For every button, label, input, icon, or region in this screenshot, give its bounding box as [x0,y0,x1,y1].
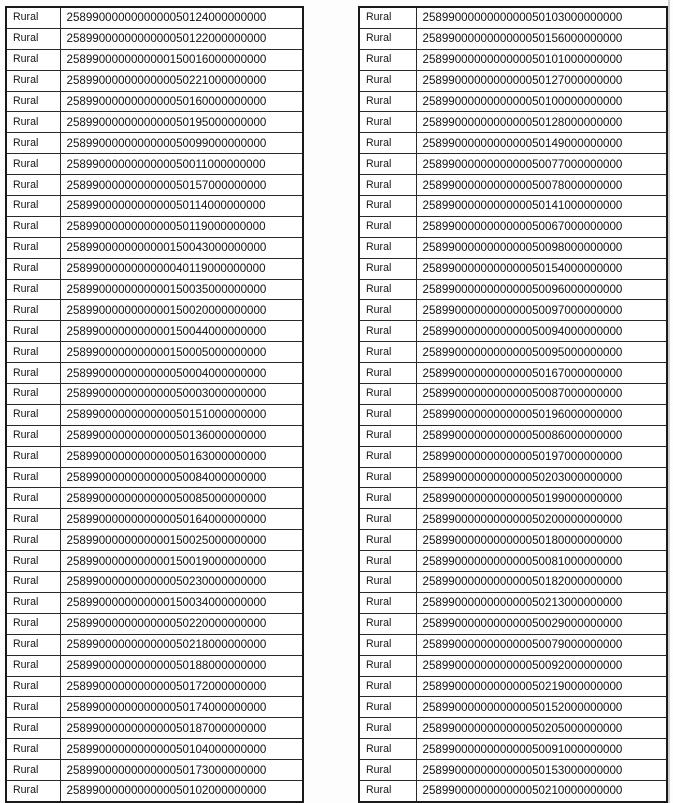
location-code-cell: 2589900000000000050100000000000 [416,91,667,112]
area-type-cell: Rural [359,133,416,154]
table-row [359,342,667,363]
table-row [6,300,303,321]
location-code-cell: 2589900000000000050141000000000 [416,196,667,217]
area-type-cell: Rural [359,404,416,425]
table-row [359,467,667,488]
location-code-cell: 2589900000000000150035000000000 [60,279,303,300]
location-code-cell: 2589900000000000050092000000000 [416,655,667,676]
table-row [359,404,667,425]
location-code-cell: 2589900000000000050210000000000 [416,780,667,801]
area-type-cell: Rural [6,237,60,258]
table-row [6,446,303,467]
location-code-cell: 2589900000000000050114000000000 [60,196,303,217]
area-type-cell: Rural [6,739,60,760]
right-table-body [359,7,667,802]
area-type-cell: Rural [6,7,60,28]
area-type-cell: Rural [6,551,60,572]
area-type-cell: Rural [359,70,416,91]
area-type-cell: Rural [359,196,416,217]
location-code-cell: 2589900000000000050167000000000 [416,363,667,384]
location-code-cell: 2589900000000000050128000000000 [416,112,667,133]
table-row [6,760,303,781]
table-row [6,112,303,133]
area-type-cell: Rural [6,91,60,112]
table-row [359,258,667,279]
area-type-cell: Rural [359,216,416,237]
location-code-cell: 2589900000000000050230000000000 [60,572,303,593]
area-type-cell: Rural [6,342,60,363]
area-type-cell: Rural [359,342,416,363]
table-row [6,216,303,237]
right-code-table [358,6,668,803]
location-code-cell: 2589900000000000050200000000000 [416,509,667,530]
table-row [359,133,667,154]
location-code-cell: 2589900000000000050101000000000 [416,49,667,70]
location-code-cell: 2589900000000000150016000000000 [60,49,303,70]
location-code-cell: 2589900000000000050157000000000 [60,175,303,196]
area-type-cell: Rural [6,321,60,342]
table-row [6,196,303,217]
area-type-cell: Rural [6,572,60,593]
location-code-cell: 2589900000000000050136000000000 [60,425,303,446]
table-row [359,697,667,718]
location-code-cell: 2589900000000000050151000000000 [60,404,303,425]
location-code-cell: 2589900000000000150044000000000 [60,321,303,342]
location-code-cell: 2589900000000000050097000000000 [416,300,667,321]
location-code-cell: 2589900000000000050199000000000 [416,488,667,509]
table-row [359,780,667,801]
table-row [6,780,303,801]
area-type-cell: Rural [359,154,416,175]
location-code-cell: 2589900000000000050149000000000 [416,133,667,154]
area-type-cell: Rural [359,175,416,196]
area-type-cell: Rural [359,7,416,28]
table-row [359,592,667,613]
table-row [6,676,303,697]
area-type-cell: Rural [6,28,60,49]
table-row [6,279,303,300]
location-code-cell: 2589900000000000050197000000000 [416,446,667,467]
area-type-cell: Rural [359,551,416,572]
location-code-cell: 2589900000000000150034000000000 [60,592,303,613]
area-type-cell: Rural [359,718,416,739]
area-type-cell: Rural [6,425,60,446]
table-row [6,384,303,405]
area-type-cell: Rural [359,697,416,718]
area-type-cell: Rural [6,488,60,509]
area-type-cell: Rural [359,780,416,801]
location-code-cell: 2589900000000000050077000000000 [416,154,667,175]
table-row [359,321,667,342]
area-type-cell: Rural [359,279,416,300]
area-type-cell: Rural [6,446,60,467]
table-row [6,7,303,28]
area-type-cell: Rural [6,613,60,634]
area-type-cell: Rural [6,404,60,425]
table-row [359,551,667,572]
area-type-cell: Rural [359,509,416,530]
table-row [6,655,303,676]
table-row [359,7,667,28]
area-type-cell: Rural [6,258,60,279]
location-code-cell: 2589900000000000050099000000000 [60,133,303,154]
location-code-cell: 2589900000000000050163000000000 [60,446,303,467]
location-code-cell: 2589900000000000050122000000000 [60,28,303,49]
table-row [359,384,667,405]
location-code-cell: 2589900000000000050079000000000 [416,634,667,655]
table-row [6,551,303,572]
table-row [359,300,667,321]
table-row [6,175,303,196]
area-type-cell: Rural [6,196,60,217]
area-type-cell: Rural [6,70,60,91]
table-row [6,592,303,613]
table-row [359,634,667,655]
location-code-cell: 2589900000000000050213000000000 [416,592,667,613]
location-code-cell: 2589900000000000050221000000000 [60,70,303,91]
location-code-cell: 2589900000000000050003000000000 [60,384,303,405]
location-code-cell: 2589900000000000050091000000000 [416,739,667,760]
area-type-cell: Rural [359,321,416,342]
location-code-cell: 2589900000000000040119000000000 [60,258,303,279]
table-row [6,321,303,342]
table-row [6,572,303,593]
location-code-cell: 2589900000000000150019000000000 [60,551,303,572]
table-row [359,676,667,697]
area-type-cell: Rural [359,49,416,70]
location-code-cell: 2589900000000000050220000000000 [60,613,303,634]
area-type-cell: Rural [6,780,60,801]
area-type-cell: Rural [6,634,60,655]
page-edge-line [668,0,670,803]
table-row [6,28,303,49]
location-code-cell: 2589900000000000050095000000000 [416,342,667,363]
area-type-cell: Rural [359,592,416,613]
table-row [6,425,303,446]
location-code-cell: 2589900000000000050154000000000 [416,258,667,279]
location-code-cell: 2589900000000000050078000000000 [416,175,667,196]
area-type-cell: Rural [359,613,416,634]
area-type-cell: Rural [6,175,60,196]
table-row [6,70,303,91]
area-type-cell: Rural [6,467,60,488]
location-code-cell: 2589900000000000050173000000000 [60,760,303,781]
area-type-cell: Rural [359,384,416,405]
location-code-cell: 2589900000000000050004000000000 [60,363,303,384]
table-row [6,342,303,363]
location-code-cell: 2589900000000000050153000000000 [416,760,667,781]
location-code-cell: 2589900000000000150043000000000 [60,237,303,258]
area-type-cell: Rural [6,676,60,697]
location-code-cell: 2589900000000000050152000000000 [416,697,667,718]
table-row [359,112,667,133]
area-type-cell: Rural [6,216,60,237]
table-row [6,363,303,384]
location-code-cell: 2589900000000000050098000000000 [416,237,667,258]
location-code-cell: 2589900000000000150025000000000 [60,530,303,551]
table-row [359,196,667,217]
location-code-cell: 2589900000000000050127000000000 [416,70,667,91]
table-row [6,154,303,175]
area-type-cell: Rural [6,655,60,676]
area-type-cell: Rural [6,697,60,718]
table-row [359,572,667,593]
location-code-cell: 2589900000000000050085000000000 [60,488,303,509]
area-type-cell: Rural [6,530,60,551]
table-row [359,279,667,300]
area-type-cell: Rural [6,300,60,321]
table-row [6,530,303,551]
location-code-cell: 2589900000000000050124000000000 [60,7,303,28]
area-type-cell: Rural [359,91,416,112]
table-row [6,467,303,488]
area-type-cell: Rural [359,258,416,279]
location-code-cell: 2589900000000000050188000000000 [60,655,303,676]
location-code-cell: 2589900000000000050182000000000 [416,572,667,593]
area-type-cell: Rural [6,112,60,133]
area-type-cell: Rural [359,488,416,509]
table-row [359,49,667,70]
table-row [359,488,667,509]
location-code-cell: 2589900000000000050205000000000 [416,718,667,739]
location-code-cell: 2589900000000000150020000000000 [60,300,303,321]
table-row [359,718,667,739]
table-row [6,404,303,425]
table-row [359,509,667,530]
location-code-cell: 2589900000000000050067000000000 [416,216,667,237]
table-row [359,739,667,760]
location-code-cell: 2589900000000000150005000000000 [60,342,303,363]
table-row [6,718,303,739]
location-code-cell: 2589900000000000050196000000000 [416,404,667,425]
location-code-cell: 2589900000000000050094000000000 [416,321,667,342]
table-row [359,154,667,175]
table-row [6,237,303,258]
area-type-cell: Rural [6,760,60,781]
location-code-cell: 2589900000000000050104000000000 [60,739,303,760]
table-row [6,739,303,760]
table-row [359,91,667,112]
table-row [359,70,667,91]
area-type-cell: Rural [359,634,416,655]
table-row [6,49,303,70]
table-row [6,509,303,530]
table-row [359,530,667,551]
table-row [359,28,667,49]
area-type-cell: Rural [6,133,60,154]
table-row [6,697,303,718]
table-row [6,91,303,112]
location-code-cell: 2589900000000000050187000000000 [60,718,303,739]
location-code-cell: 2589900000000000050103000000000 [416,7,667,28]
area-type-cell: Rural [6,718,60,739]
location-code-cell: 2589900000000000050011000000000 [60,154,303,175]
area-type-cell: Rural [359,676,416,697]
table-row [6,634,303,655]
area-type-cell: Rural [6,279,60,300]
area-type-cell: Rural [6,49,60,70]
table-row [359,216,667,237]
table-row [359,655,667,676]
area-type-cell: Rural [359,739,416,760]
location-code-cell: 2589900000000000050160000000000 [60,91,303,112]
location-code-cell: 2589900000000000050203000000000 [416,467,667,488]
area-type-cell: Rural [6,384,60,405]
location-code-cell: 2589900000000000050174000000000 [60,697,303,718]
area-type-cell: Rural [6,592,60,613]
table-row [6,133,303,154]
table-row [6,258,303,279]
area-type-cell: Rural [359,467,416,488]
location-code-cell: 2589900000000000050084000000000 [60,467,303,488]
area-type-cell: Rural [6,509,60,530]
location-code-cell: 2589900000000000050119000000000 [60,216,303,237]
location-code-cell: 2589900000000000050164000000000 [60,509,303,530]
left-code-table [5,6,304,803]
area-type-cell: Rural [359,300,416,321]
area-type-cell: Rural [359,446,416,467]
location-code-cell: 2589900000000000050086000000000 [416,425,667,446]
location-code-cell: 2589900000000000050218000000000 [60,634,303,655]
table-row [6,613,303,634]
location-code-cell: 2589900000000000050195000000000 [60,112,303,133]
table-row [359,446,667,467]
location-code-cell: 2589900000000000050172000000000 [60,676,303,697]
area-type-cell: Rural [359,112,416,133]
location-code-cell: 2589900000000000050219000000000 [416,676,667,697]
table-row [359,760,667,781]
table-row [359,237,667,258]
area-type-cell: Rural [359,28,416,49]
location-code-cell: 2589900000000000050180000000000 [416,530,667,551]
area-type-cell: Rural [6,154,60,175]
area-type-cell: Rural [6,363,60,384]
area-type-cell: Rural [359,760,416,781]
location-code-cell: 2589900000000000050102000000000 [60,780,303,801]
left-table-body [6,7,303,802]
area-type-cell: Rural [359,363,416,384]
location-code-cell: 2589900000000000050156000000000 [416,28,667,49]
area-type-cell: Rural [359,425,416,446]
area-type-cell: Rural [359,237,416,258]
location-code-cell: 2589900000000000050029000000000 [416,613,667,634]
location-code-cell: 2589900000000000050087000000000 [416,384,667,405]
location-code-cell: 2589900000000000050096000000000 [416,279,667,300]
location-code-cell: 2589900000000000050081000000000 [416,551,667,572]
area-type-cell: Rural [359,655,416,676]
area-type-cell: Rural [359,530,416,551]
table-row [6,488,303,509]
table-row [359,613,667,634]
table-row [359,425,667,446]
area-type-cell: Rural [359,572,416,593]
table-row [359,175,667,196]
table-row [359,363,667,384]
